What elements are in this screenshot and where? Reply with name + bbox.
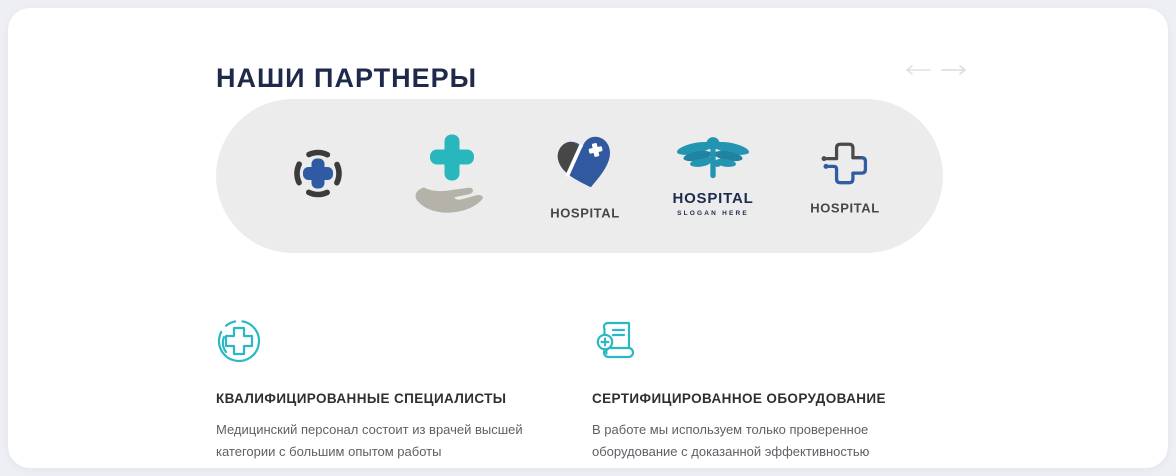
hand-cross-logo-icon: [412, 132, 488, 221]
feature-title: СЕРТИФИЦИРОВАННОЕ ОБОРУДОВАНИЕ: [592, 391, 886, 406]
feature-title: КВАЛИФИЦИРОВАННЫЕ СПЕЦИАЛИСТЫ: [216, 391, 507, 406]
partners-carousel: [216, 99, 943, 253]
partner-logo: [667, 135, 759, 217]
feature-text: В работе мы используем только проверенное оборудование с доказанной эффективностью: [592, 422, 870, 460]
partner-logo: [810, 137, 880, 216]
outline-cross-logo-icon: [820, 137, 870, 194]
bracket-cross-logo-icon: [292, 148, 344, 205]
partner-logo-sublabel: SLOGAN HERE: [677, 210, 749, 217]
section-title: НАШИ ПАРТНЕРЫ: [216, 63, 478, 94]
feature-certified-equipment: [592, 318, 937, 464]
carousel-prev-button[interactable]: [904, 63, 932, 79]
caduceus-wings-logo-icon: [667, 135, 759, 186]
partner-logo-label: HOSPITAL: [550, 205, 620, 221]
partners-section-card: [8, 8, 1168, 468]
carousel-next-button[interactable]: [940, 63, 968, 79]
right-arrow-icon: [940, 63, 968, 80]
certificate-scroll-icon: [592, 351, 638, 368]
partner-logo: [540, 132, 630, 221]
medical-cross-circle-icon: [216, 351, 262, 368]
heart-cross-logo-icon: [540, 132, 630, 199]
partner-logo-label: HOSPITAL: [810, 200, 880, 216]
partner-logo: [412, 132, 488, 221]
left-arrow-icon: [904, 63, 932, 80]
feature-text: Медицинский персонал состоит из врачей высшей категории с большим опытом работы: [216, 422, 523, 460]
carousel-controls: [904, 63, 968, 79]
feature-qualified-specialists: [216, 318, 561, 464]
partner-logo: [292, 148, 344, 205]
partner-logo-label: HOSPITAL: [672, 190, 754, 207]
